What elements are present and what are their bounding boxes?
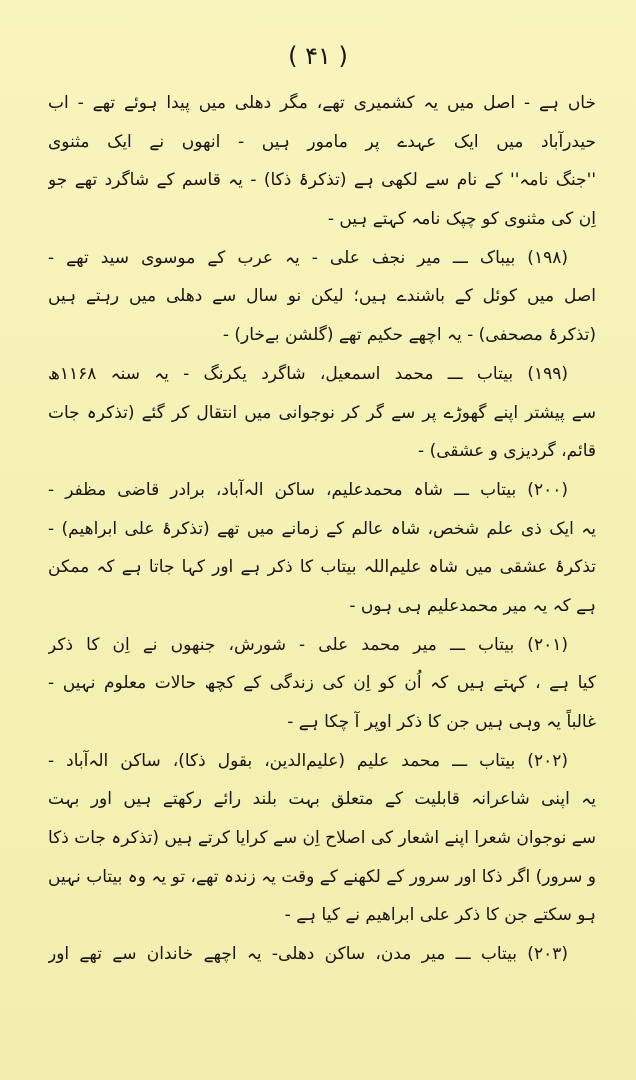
- page-number: ( ۴۱ ): [288, 42, 348, 70]
- body-text: [48, 84, 596, 974]
- text-line: ہے کہ یہ میر محمدعلیم ہی ہوں -: [349, 595, 596, 616]
- text-line: سے پیشتر اپنے گھوڑے پر سے گر کر نوجوانی میں انتقال کر گئے (تذکرہ جات: [48, 402, 596, 423]
- text-line: ''جنگ نامہ'' کے نام سے لکھی ہے (تذکرۂ ذکا) - یہ قاسم کے شاگرد تھے جو: [48, 170, 596, 191]
- entry-201-heading: (۲۰۱) بیتاب ـــ میر محمد علی - شورش، جنھوں نے اِن کا ذکر: [48, 634, 568, 655]
- text-line: و سرور) اگر ذکا اور سرور کے لکھنے کے وقت یہ زندہ تھے، تو یہ وہ بیتاب نہیں: [48, 866, 596, 887]
- entry-202-heading: (۲۰۲) بیتاب ـــ محمد علیم (علیم‌الدین، بقول ذکا)، ساکن الہ‌آباد -: [48, 750, 568, 771]
- entry-199-heading: (۱۹۹) بیتاب ـــ محمد اسمعیل، شاگرد یکرنگ - یہ سنہ ۱۱۶۸ھ: [48, 363, 568, 384]
- text-line: حیدرآباد میں ایک عہدے پر مامور ہیں - انھوں نے ایک مثنوی: [48, 131, 596, 152]
- text-line: (تذکرۂ مصحفی) - یہ اچھے حکیم تھے (گلشن بےخار) -: [222, 325, 596, 346]
- text-line: خاں ہے - اصل میں یہ کشمیری تھے، مگر دھلی میں پیدا ہوئے تھے - اب: [48, 93, 596, 113]
- text-line: اصل میں کوئل کے باشندے ہیں؛ لیکن نو سال سے دھلی میں رہتے ہیں: [48, 286, 596, 307]
- text-line: سے نوجوان شعرا اپنے اشعار کی اصلاح اِن سے کرایا کرتے ہیں (تذکرہ جات ذکا: [48, 828, 596, 849]
- entry-198-heading: (۱۹۸) بیباک ـــ میر نجف علی - یہ عرب کے موسوی سید تھے -: [48, 247, 568, 268]
- text-line: کیا ہے ، کہتے ہیں کہ اُن کو اِن کی زندگی کے کچھ حالات معلوم نہیں -: [48, 673, 596, 694]
- text-line: قائم، گردیزی و عشقی) -: [418, 441, 596, 462]
- entry-200-heading: (۲۰۰) بیتاب ـــ شاہ محمدعلیم، ساکن الہ‌آباد، برادر قاضی مظفر -: [48, 479, 568, 500]
- text-line: یہ ایک ذی علم شخص، شاہ عالم کے زمانے میں تھے (تذکرۂ علی ابراھیم) -: [48, 518, 596, 539]
- text-line: یہ اپنی شاعرانہ قابلیت کے متعلق بہت بلند رائے رکھتے ہیں اور بہت: [48, 789, 596, 810]
- text-line: تذکرۂ عشقی میں شاہ علیم‌اللہ بیتاب کا ذکر ہے اور کہا جاتا ہے کہ ممکن: [48, 557, 596, 578]
- text-line: اِن کی مثنوی کو چپک نامہ کہتے ہیں -: [327, 209, 596, 230]
- entry-203-heading: (۲۰۳) بیتاب ـــ میر مدن، ساکن دھلی- یہ اچھے خاندان سے تھے اور: [48, 944, 568, 965]
- text-line: ہو سکتے جن کا ذکر علی ابراھیم نے کیا ہے -: [284, 905, 596, 926]
- text-line: غالباً یہ وہی ہیں جن کا ذکر اوپر آ چکا ہے -: [287, 712, 596, 732]
